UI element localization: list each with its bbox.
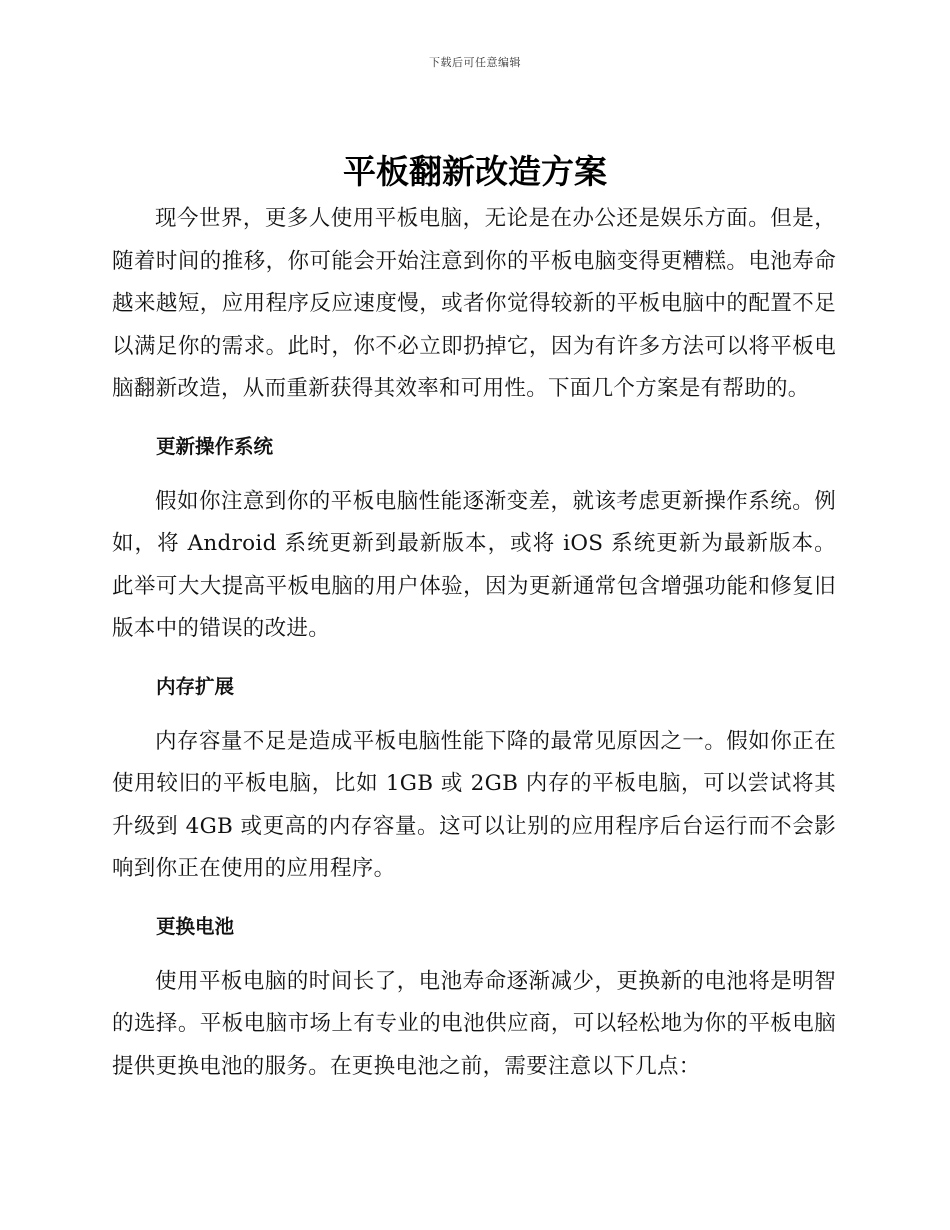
document-title: 平板翻新改造方案 — [343, 152, 607, 191]
document-body — [112, 198, 836, 1088]
section-heading-battery: 更换电池 — [156, 914, 235, 938]
intro-paragraph: 现今世界，更多人使用平板电脑，无论是在办公还是娱乐方面。但是，随着时间的推移，你可能会开始注意到你的平板电脑变得更糟糕。电池寿命越来越短，应用程序反应速度慢，或者你觉得较新的平板电脑中的配置不足以满足你的需求。此时，你不必立即扔掉它，因为有许多方法可以将平板电脑翻新改造，从而重新获得其效率和可用性。下面几个方案是有帮助的。 — [112, 206, 836, 401]
section-heading-update-os: 更新操作系统 — [156, 434, 274, 458]
section-paragraph-update-os: 假如你注意到你的平板电脑性能逐渐变差，就该考虑更新操作系统。例如，将 Android 系统更新到最新版本，或将 iOS 系统更新为最新版本。此举可大大提高平板电脑的用户体验，因为更新通常包含增强功能和修复旧版本中的错误的改进。 — [112, 488, 836, 641]
section-heading-memory: 内存扩展 — [156, 674, 235, 698]
section-paragraph-memory: 内存容量不足是造成平板电脑性能下降的最常见原因之一。假如你正在使用较旧的平板电脑，比如 1GB 或 2GB 内存的平板电脑，可以尝试将其升级到 4GB 或更高的内存容量。这可以让别的应用程序后台运行而不会影响到你正在使用的应用程序。 — [112, 728, 836, 881]
section-paragraph-battery: 使用平板电脑的时间长了，电池寿命逐渐减少，更换新的电池将是明智的选择。平板电脑市场上有专业的电池供应商，可以轻松地为你的平板电脑提供更换电池的服务。在更换电池之前，需要注意以下几点： — [112, 968, 836, 1079]
header-note: 下载后可任意编辑 — [429, 56, 521, 69]
